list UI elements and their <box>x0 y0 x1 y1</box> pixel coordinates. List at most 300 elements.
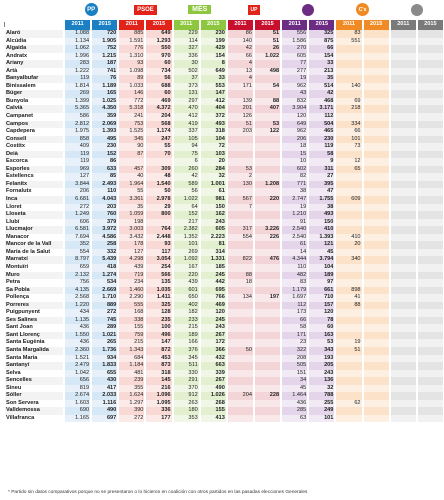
psoe-2011-value: 5.318 <box>119 105 144 113</box>
pp-2011-value: 1.222 <box>65 68 90 76</box>
podemos-2011-value: 171 <box>282 332 307 340</box>
cs-2015-value <box>364 302 389 310</box>
up-2011-value: 18 <box>228 279 253 287</box>
pp-2015-value: 745 <box>92 317 117 325</box>
pp-2015-value: 85 <box>92 173 117 181</box>
other-2015-value <box>418 121 443 129</box>
other-2011-value <box>391 302 416 310</box>
podemos-2011-value: 605 <box>282 53 307 61</box>
cs-2015-value <box>364 38 389 46</box>
pp-2011-value: 4.135 <box>65 287 90 295</box>
cs-2011-value <box>336 332 361 340</box>
other-2015-value <box>418 151 443 159</box>
other-2011-value <box>391 362 416 370</box>
cs-2011-value <box>336 113 361 121</box>
psoe-2011-value: 40 <box>119 173 144 181</box>
psoe-2015-value: 55 <box>146 143 171 151</box>
pp-2015-value: 5.439 <box>92 256 117 264</box>
podemos-2015-value: 1.755 <box>309 196 334 204</box>
other-2011-value <box>391 309 416 317</box>
cs-2011-value: 65 <box>336 166 361 174</box>
other-2015-value <box>418 370 443 378</box>
municipality-name: Villafranca <box>6 414 35 421</box>
up-2015-value: 51 <box>255 38 280 46</box>
up-2015-value: 122 <box>255 128 280 136</box>
pp-2011-value: 606 <box>65 219 90 227</box>
podemos-2011-value: 505 <box>282 362 307 370</box>
mes-2015-value: 267 <box>201 377 226 385</box>
podemos-2011-value: 1.586 <box>282 38 307 46</box>
other-2011-value <box>391 407 416 415</box>
podemos-2015-value: 465 <box>309 128 334 136</box>
up-2011-value <box>228 219 253 227</box>
psoe-2015-value: 2.448 <box>146 234 171 242</box>
other-2011-value <box>391 60 416 68</box>
psoe-2011-value: 1.098 <box>119 68 144 76</box>
psoe-2011-value: 1.460 <box>119 287 144 295</box>
psoe-2015-value: 135 <box>146 279 171 287</box>
podemos-2011-value: 151 <box>282 370 307 378</box>
mes-2015-value: 429 <box>201 45 226 53</box>
cs-2015-value <box>364 30 389 38</box>
other-2011-value <box>391 287 416 295</box>
psoe-2011-value: 89 <box>119 75 144 83</box>
other-2015-value <box>418 113 443 121</box>
podemos-2011-value: 18 <box>282 143 307 151</box>
mes-2011-value: 105 <box>174 136 199 144</box>
up-2015-header: 2015 <box>255 20 280 30</box>
mes-2011-value: 131 <box>174 90 199 98</box>
podemos-2015-value: 9 <box>309 158 334 166</box>
mes-2015-value: 1.001 <box>201 181 226 189</box>
podemos-2015-value: 35 <box>309 75 334 83</box>
mes-2011-value: 601 <box>174 287 199 295</box>
other-2015-value <box>418 407 443 415</box>
podemos-2011-value: 3.904 <box>282 105 307 113</box>
psoe-2011-value: 772 <box>119 98 144 106</box>
cs-2015-value <box>364 362 389 370</box>
cs-2011-value <box>336 392 361 400</box>
pp-2015-value: 203 <box>92 204 117 212</box>
municipality-name: Bunyola <box>6 97 29 104</box>
table-row <box>5 211 443 219</box>
up-2015-value <box>255 166 280 174</box>
pp-2011-value: 6.581 <box>65 226 90 234</box>
psoe-2015-value: 3.054 <box>146 256 171 264</box>
pp-2011-value: 127 <box>65 173 90 181</box>
podemos-2015-value: 53 <box>309 339 334 347</box>
podemos-2015-value: 33 <box>309 60 334 68</box>
table-row <box>5 30 443 38</box>
pp-2015-value: 1.393 <box>92 128 117 136</box>
cs-2011-value <box>336 219 361 227</box>
pp-2011-value: 819 <box>65 385 90 393</box>
podemos-2015-value: 661 <box>309 287 334 295</box>
municipality-name: Mancor de la Vall <box>5 241 63 249</box>
up-2011-value <box>228 415 253 423</box>
other-2015-value <box>418 256 443 264</box>
psoe-2011-value: 1.033 <box>119 83 144 91</box>
cs-2011-value: 51 <box>336 347 361 355</box>
other-2015-value <box>418 415 443 423</box>
pp-logo-icon: PP <box>85 3 98 16</box>
other-2011-value <box>391 400 416 408</box>
psoe-2015-value: 1.293 <box>146 38 171 46</box>
cs-2015-value <box>364 151 389 159</box>
table-row <box>5 166 443 174</box>
pp-2015-value: 1.116 <box>92 400 117 408</box>
up-2015-value <box>255 400 280 408</box>
cs-2011-value <box>336 151 361 159</box>
podemos-2015-value: 468 <box>309 98 334 106</box>
podemos-2015-value: 395 <box>309 181 334 189</box>
municipality-name: Calvià <box>5 105 63 113</box>
pp-2015-value: 934 <box>92 355 117 363</box>
municipality-name: Son Servera <box>6 399 39 406</box>
up-2015-value <box>255 158 280 166</box>
up-2015-value: 51 <box>255 30 280 38</box>
other-2011-value <box>391 181 416 189</box>
podemos-2011-value: 10 <box>282 158 307 166</box>
mes-2011-value: 30 <box>174 60 199 68</box>
other-2011-value <box>391 256 416 264</box>
mes-2015-value: 695 <box>201 287 226 295</box>
mes-2015-value: 245 <box>201 272 226 280</box>
mes-2015-value: 314 <box>201 249 226 257</box>
mes-2015-value: 150 <box>201 204 226 212</box>
table-row <box>5 392 443 400</box>
up-2015-value <box>255 188 280 196</box>
municipality-name: Banyalbufar <box>5 75 63 83</box>
cs-2015-value <box>364 204 389 212</box>
podemos-2011-value: 322 <box>282 347 307 355</box>
up-2011-value: 130 <box>228 181 253 189</box>
other-2015-value <box>418 377 443 385</box>
other-2015-value <box>418 105 443 113</box>
psoe-2011-value: 239 <box>119 377 144 385</box>
other-2011-value <box>391 204 416 212</box>
psoe-2011-value: 127 <box>119 249 144 257</box>
municipality-name: Porreres <box>5 302 63 310</box>
other-2015-value <box>418 173 443 181</box>
pp-2015-value: 4.043 <box>92 196 117 204</box>
cs-2011-value <box>336 60 361 68</box>
cs-2011-value: 334 <box>336 121 361 129</box>
other-2011-value <box>391 324 416 332</box>
podemos-2015-value: 150 <box>309 219 334 227</box>
other-2011-value <box>391 158 416 166</box>
mes-2011-value: 650 <box>174 294 199 302</box>
mes-2015-value: 1.331 <box>201 256 226 264</box>
municipality-name: Fornalutx <box>6 188 32 195</box>
mes-2015-value: 32 <box>201 173 226 181</box>
cs-2011-value <box>336 264 361 272</box>
municipality-name: Sencelles <box>5 377 63 385</box>
pp-2011-value: 1.088 <box>65 30 90 38</box>
other-2011-value <box>391 234 416 242</box>
municipality-name: Maria de la Salut <box>6 248 51 255</box>
pp-2015-value: 4.350 <box>92 105 117 113</box>
mes-2011-value: 511 <box>174 362 199 370</box>
table-row <box>5 113 443 121</box>
up-2015-value: 498 <box>255 68 280 76</box>
table-row <box>5 98 443 106</box>
mes-2015-value: 432 <box>201 355 226 363</box>
other-2011-value <box>391 211 416 219</box>
psoe-2011-value: 35 <box>119 204 144 212</box>
up-2015-value <box>255 347 280 355</box>
table-row <box>5 45 443 53</box>
cs-2011-value <box>336 211 361 219</box>
pp-2015-value: 490 <box>92 407 117 415</box>
pp-2011-value: 1.249 <box>65 211 90 219</box>
mes-2011-value: 6 <box>174 158 199 166</box>
pp-2015-value: 655 <box>92 370 117 378</box>
table-row <box>5 400 443 408</box>
other-2011-value <box>391 264 416 272</box>
pp-2011-value: 1.165 <box>65 415 90 423</box>
municipality-name: Deià <box>5 151 63 159</box>
pp-2015-value: 633 <box>92 166 117 174</box>
podemos-2011-value: 61 <box>282 241 307 249</box>
mes-2011-value: 56 <box>174 188 199 196</box>
psoe-2011-value: 1.964 <box>119 181 144 189</box>
podemos-2011-value: 58 <box>282 324 307 332</box>
psoe-2015-value: 325 <box>146 302 171 310</box>
podemos-2015-value: 504 <box>309 121 334 129</box>
cs-2011-value: 140 <box>336 83 361 91</box>
pp-2011-value: 690 <box>65 407 90 415</box>
pp-2015-value: 889 <box>92 302 117 310</box>
cs-2015-value <box>364 249 389 257</box>
psoe-2015-value: 60 <box>146 90 171 98</box>
mes-2015-value: 245 <box>201 317 226 325</box>
mes-2015-value: 199 <box>201 38 226 46</box>
pp-2015-value: 1.189 <box>92 83 117 91</box>
other-2015-value <box>418 272 443 280</box>
mes-2015-value: 243 <box>201 324 226 332</box>
up-2015-value: 197 <box>255 294 280 302</box>
psoe-2011-value: 168 <box>119 309 144 317</box>
pp-2015-value: 289 <box>92 324 117 332</box>
table-row <box>5 362 443 370</box>
other-2015-value <box>418 264 443 272</box>
cs-2015-value <box>364 332 389 340</box>
psoe-2015-value: 1.174 <box>146 128 171 136</box>
cs-2015-value <box>364 83 389 91</box>
municipality-name: Sineu <box>6 384 22 391</box>
podemos-2015-value: 243 <box>309 370 334 378</box>
other-2011-value <box>391 143 416 151</box>
mes-2015-value: 267 <box>201 332 226 340</box>
up-2015-value <box>255 339 280 347</box>
other-2015-value <box>418 75 443 83</box>
cs-2011-value <box>336 407 361 415</box>
pp-2015-value: 152 <box>92 151 117 159</box>
psoe-2015-value: 649 <box>146 30 171 38</box>
mes-2011-value: 189 <box>174 332 199 340</box>
podemos-2011-value: 962 <box>282 128 307 136</box>
pp-2011-value: 409 <box>65 143 90 151</box>
podemos-2011-value: 110 <box>282 264 307 272</box>
psoe-2011-value: 1.059 <box>119 211 144 219</box>
psoe-2011-value: 1.591 <box>119 38 144 46</box>
psoe-2011-value: 155 <box>119 324 144 332</box>
podemos-2011-value: 285 <box>282 407 307 415</box>
mes-2011-value: 912 <box>174 392 199 400</box>
psoe-2011-value: 2.290 <box>119 294 144 302</box>
psoe-2015-value: 48 <box>146 173 171 181</box>
up-2015-value <box>255 204 280 212</box>
other-2011-value <box>391 294 416 302</box>
psoe-2011-value: 1.525 <box>119 128 144 136</box>
podemos-2011-value: 43 <box>282 90 307 98</box>
municipality-name: Puigpunyent <box>6 309 40 316</box>
up-2011-value: 171 <box>228 83 253 91</box>
cs-2015-value <box>364 279 389 287</box>
cs-2011-value: 410 <box>336 234 361 242</box>
cs-2015-value <box>364 128 389 136</box>
mes-2015-value: 33 <box>201 75 226 83</box>
podemos-2011-value: 19 <box>282 204 307 212</box>
cs-2015-value <box>364 90 389 98</box>
other-2011-value <box>391 173 416 181</box>
cs-2015-value <box>364 355 389 363</box>
cs-2011-value <box>336 173 361 181</box>
psoe-2011-value: 241 <box>119 113 144 121</box>
mes-2011-value: 370 <box>174 385 199 393</box>
up-2011-value <box>228 136 253 144</box>
municipality-name: Ariany <box>5 60 63 68</box>
up-2011-value: 51 <box>228 121 253 129</box>
up-2011-value <box>228 332 253 340</box>
up-2011-value: 4 <box>228 60 253 68</box>
psoe-2011-value: 555 <box>119 302 144 310</box>
municipality-name: Andratx <box>6 52 28 59</box>
psoe-2011-value <box>119 158 144 166</box>
podemos-2015-value: 343 <box>309 347 334 355</box>
psoe-2015-value: 568 <box>146 121 171 129</box>
psoe-2011-value: 355 <box>119 385 144 393</box>
cs-2011-value <box>336 272 361 280</box>
cs-2015-value <box>364 272 389 280</box>
cs-2015-value <box>364 113 389 121</box>
up-2011-value: 204 <box>228 392 253 400</box>
municipality-name: Consell <box>5 136 63 144</box>
pp-2015-value: 534 <box>92 279 117 287</box>
municipality-name: Manacor <box>6 233 30 240</box>
other-2011-value <box>391 188 416 196</box>
cs-2015-value <box>364 377 389 385</box>
other-2011-value <box>391 279 416 287</box>
podemos-2011-value: 82 <box>282 173 307 181</box>
mes-2015-value: 185 <box>201 264 226 272</box>
podemos-2015-value: 121 <box>309 241 334 249</box>
other-2015-value <box>418 158 443 166</box>
cs-2011-value <box>336 309 361 317</box>
psoe-2011-header: 2011 <box>119 20 144 30</box>
cs-2015-value <box>364 143 389 151</box>
mes-2015-value: 372 <box>201 113 226 121</box>
up-2011-value: 42 <box>228 45 253 53</box>
municipality-name: Estellencs <box>6 173 34 180</box>
cs-2011-value <box>336 226 361 234</box>
psoe-2011-value: 55 <box>119 188 144 196</box>
up-2015-value <box>255 317 280 325</box>
up-2011-value <box>228 407 253 415</box>
table-row <box>5 188 443 196</box>
psoe-2015-value: 29 <box>146 204 171 212</box>
table-row <box>5 181 443 189</box>
other-2011-value <box>391 151 416 159</box>
psoe-2011-value: 338 <box>119 317 144 325</box>
pp-2011-value: 1.042 <box>65 370 90 378</box>
up-2015-value <box>255 143 280 151</box>
pp-2011-value: 1.814 <box>65 83 90 91</box>
psoe-2015-value: 235 <box>146 317 171 325</box>
podemos-2011-value: 83 <box>282 279 307 287</box>
up-2015-value: 3.226 <box>255 226 280 234</box>
psoe-2011-value: 759 <box>119 332 144 340</box>
pp-2015-value: 187 <box>92 60 117 68</box>
podemos-2015-value: 710 <box>309 294 334 302</box>
mes-2015-value: 104 <box>201 136 226 144</box>
other-2015-value <box>418 339 443 347</box>
pp-2015-value: 1.215 <box>92 53 117 61</box>
mes-2015-header: 2015 <box>201 20 226 30</box>
cs-2011-value: 62 <box>336 400 361 408</box>
other-2015-value <box>418 355 443 363</box>
psoe-2011-value: 390 <box>119 407 144 415</box>
up-2011-header: 2011 <box>228 20 253 30</box>
table-row <box>5 38 443 46</box>
up-2011-value <box>228 249 253 257</box>
cs-2011-value: 340 <box>336 256 361 264</box>
psoe-2015-value: 872 <box>146 347 171 355</box>
psoe-2015-value: 147 <box>146 339 171 347</box>
cs-2011-value: 898 <box>336 287 361 295</box>
other-2011-value <box>391 53 416 61</box>
up-2011-value <box>228 370 253 378</box>
psoe-2011-value: 719 <box>119 272 144 280</box>
pp-2015-value: 379 <box>92 219 117 227</box>
municipality-name: Algaida <box>5 45 63 53</box>
pp-2011-value: 2.812 <box>65 121 90 129</box>
psoe-2011-value: 1.343 <box>119 347 144 355</box>
up-2011-value <box>228 317 253 325</box>
psoe-2015-value: 1.411 <box>146 294 171 302</box>
pp-2011-value: 554 <box>65 249 90 257</box>
podemos-2015-value: 788 <box>309 392 334 400</box>
mes-2011-value: 260 <box>174 166 199 174</box>
pp-2015-value: 332 <box>92 249 117 257</box>
up-2011-value: 134 <box>228 294 253 302</box>
table-row <box>5 347 443 355</box>
municipality-name: Sant Llorenç <box>5 332 63 340</box>
up-2015-value <box>255 113 280 121</box>
podemos-2015-value: 58 <box>309 151 334 159</box>
cs-2011-value: 609 <box>336 196 361 204</box>
up-2011-value: 567 <box>228 196 253 204</box>
mes-2015-value: 442 <box>201 279 226 287</box>
other-2011-value <box>391 166 416 174</box>
up-2015-value <box>255 309 280 317</box>
table-row <box>5 287 443 295</box>
municipality-name: Lloseta <box>5 211 63 219</box>
cs-2015-value <box>364 181 389 189</box>
mes-2015-value: 469 <box>201 302 226 310</box>
psoe-2011-value: 1.624 <box>119 392 144 400</box>
